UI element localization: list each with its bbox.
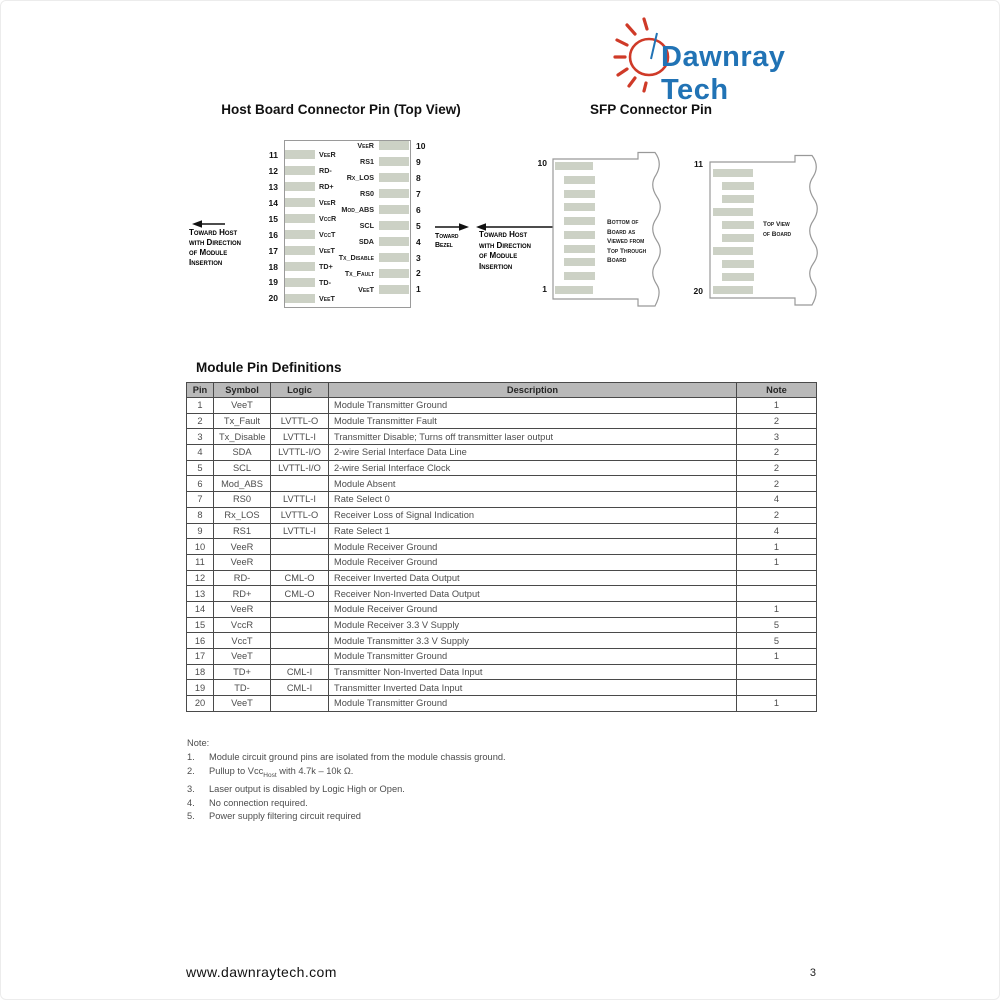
pin-pad — [722, 260, 754, 268]
table-cell: 2 — [187, 413, 214, 429]
pin-label: VccR — [319, 214, 337, 224]
note-item — [187, 783, 817, 797]
pin-pad — [379, 157, 409, 166]
table-cell: 8 — [187, 507, 214, 523]
table-cell: 1 — [187, 398, 214, 414]
pin-label: VeeT — [319, 246, 335, 256]
table-cell: VccT — [214, 633, 271, 649]
table-cell — [737, 586, 817, 602]
table-row — [187, 492, 817, 508]
pin-pad — [379, 285, 409, 294]
table-cell: CML-O — [271, 570, 329, 586]
footer-url: www.dawnraytech.com — [186, 964, 337, 980]
pin-label: VccT — [319, 230, 336, 240]
pin-definitions-table — [186, 382, 817, 712]
table-cell: 2 — [737, 460, 817, 476]
table-cell: Module Absent — [329, 476, 737, 492]
table-cell: Rx_LOS — [214, 507, 271, 523]
pin-number: 1 — [416, 284, 421, 295]
table-cell: Tx_Disable — [214, 429, 271, 445]
pin-pad — [564, 231, 595, 239]
table-cell: 1 — [737, 539, 817, 555]
table-row — [187, 539, 817, 555]
table-cell: Mod_ABS — [214, 476, 271, 492]
pin-pad — [722, 195, 754, 203]
pin-pad — [564, 203, 595, 211]
table-row — [187, 570, 817, 586]
pin-number: 18 — [268, 261, 278, 272]
pin-pad — [379, 221, 409, 230]
table-cell: TD+ — [214, 664, 271, 680]
pin-label: VeeR — [319, 150, 336, 160]
table-cell — [271, 617, 329, 633]
pin-pad — [722, 182, 754, 190]
pin-number: 8 — [416, 172, 421, 183]
pin-number: 14 — [268, 197, 278, 208]
table-row — [187, 507, 817, 523]
pin-number: 20 — [268, 293, 278, 304]
table-cell: 7 — [187, 492, 214, 508]
table-cell — [271, 476, 329, 492]
note-item — [187, 797, 817, 811]
table-cell — [271, 554, 329, 570]
board1-top-pin-number: 10 — [537, 158, 547, 168]
table-cell: 3 — [737, 429, 817, 445]
pin-label: Mod_ABS — [341, 205, 374, 215]
pin-pad — [379, 141, 409, 150]
host-diagram-title: Host Board Connector Pin (Top View) — [221, 102, 461, 117]
table-cell: 2 — [737, 445, 817, 461]
col-header-note: Note — [737, 383, 817, 398]
pin-pad — [713, 208, 753, 216]
table-cell: VccR — [214, 617, 271, 633]
table-row — [187, 460, 817, 476]
col-header-description: Description — [329, 383, 737, 398]
table-cell: LVTTL-I/O — [271, 460, 329, 476]
table-cell: 1 — [737, 696, 817, 712]
pin-pad — [722, 234, 754, 242]
table-cell: 9 — [187, 523, 214, 539]
table-cell: RD- — [214, 570, 271, 586]
note-text: No connection required. — [209, 797, 308, 808]
table-cell: Module Transmitter Ground — [329, 398, 737, 414]
table-cell: Module Receiver Ground — [329, 554, 737, 570]
pin-number: 19 — [268, 277, 278, 288]
table-cell: CML-I — [271, 680, 329, 696]
table-cell: Transmitter Inverted Data Input — [329, 680, 737, 696]
note-text: Power supply filtering circuit required — [209, 811, 361, 822]
table-cell: 1 — [737, 601, 817, 617]
pin-pad — [713, 286, 753, 294]
table-cell: LVTTL-O — [271, 413, 329, 429]
pin-number: 6 — [416, 204, 421, 215]
pin-label: Rx_LOS — [346, 173, 374, 183]
table-cell: 20 — [187, 696, 214, 712]
note-item — [187, 765, 817, 783]
table-cell: Rate Select 0 — [329, 492, 737, 508]
pin-pad — [564, 190, 595, 198]
table-cell: 17 — [187, 649, 214, 665]
pin-pad — [564, 176, 595, 184]
table-row — [187, 398, 817, 414]
pin-pad — [379, 269, 409, 278]
host-pin-row — [297, 218, 434, 234]
pin-pad — [564, 217, 595, 225]
table-cell: Module Transmitter 3.3 V Supply — [329, 633, 737, 649]
table-cell: TD- — [214, 680, 271, 696]
toward-bezel-arrow — [434, 222, 469, 232]
host-pin-row — [297, 250, 434, 266]
table-cell: RS0 — [214, 492, 271, 508]
note-text: Pullup to Vcc$_{Host}$ with 4.7k – 10k Ω. — [209, 765, 354, 779]
table-cell — [271, 649, 329, 665]
table-cell — [737, 570, 817, 586]
host-pin-row — [297, 202, 434, 218]
table-cell: 1 — [737, 649, 817, 665]
table-cell: VeeR — [214, 601, 271, 617]
table-cell: 15 — [187, 617, 214, 633]
pin-pad — [722, 221, 754, 229]
pin-pad — [555, 162, 593, 170]
pin-label: VeeR — [319, 198, 336, 208]
table-header-row — [187, 383, 817, 398]
note-number: 1. — [187, 752, 195, 762]
table-cell: Rate Select 1 — [329, 523, 737, 539]
note-item — [187, 751, 817, 765]
table-cell: Module Transmitter Ground — [329, 696, 737, 712]
pin-number: 5 — [416, 220, 421, 231]
table-cell: VeeR — [214, 554, 271, 570]
pin-number: 16 — [268, 229, 278, 240]
table-cell: 2-wire Serial Interface Data Line — [329, 445, 737, 461]
table-row — [187, 633, 817, 649]
table-cell: 6 — [187, 476, 214, 492]
table-row — [187, 429, 817, 445]
col-header-pin: Pin — [187, 383, 214, 398]
table-cell: Transmitter Non-Inverted Data Input — [329, 664, 737, 680]
table-cell — [271, 539, 329, 555]
table-row — [187, 617, 817, 633]
table-cell: RD+ — [214, 586, 271, 602]
toward-host-label: Toward Host with Direction of Module Insertion — [189, 228, 241, 267]
pin-number: 3 — [416, 252, 421, 263]
table-cell: Module Receiver 3.3 V Supply — [329, 617, 737, 633]
host-pin-row — [297, 281, 434, 297]
pin-label: RD+ — [319, 182, 334, 192]
table-cell: LVTTL-I — [271, 429, 329, 445]
note-number: 2. — [187, 765, 195, 776]
table-title: Module Pin Definitions — [196, 360, 342, 375]
pin-pad — [379, 205, 409, 214]
pin-number: 10 — [416, 140, 426, 151]
note-number: 3. — [187, 783, 195, 794]
pin-number: 11 — [269, 149, 278, 160]
pin-number: 15 — [268, 213, 278, 224]
col-header-symbol: Symbol — [214, 383, 271, 398]
table-cell: 3 — [187, 429, 214, 445]
note-text: Laser output is disabled by Logic High or Open. — [209, 783, 405, 794]
table-cell: 11 — [187, 554, 214, 570]
pin-pad — [555, 286, 593, 294]
notes-heading: Note: — [187, 738, 210, 748]
pin-label: VeeT — [319, 293, 335, 303]
pin-number: 13 — [268, 181, 278, 192]
pin-pad — [722, 273, 754, 281]
pin-label: Tx_Fault — [344, 268, 374, 278]
pin-label: TD- — [319, 277, 331, 287]
pin-pad — [713, 169, 753, 177]
pin-number: 17 — [268, 245, 278, 256]
table-cell: SDA — [214, 445, 271, 461]
pin-number: 4 — [416, 236, 421, 247]
note-number: 4. — [187, 797, 195, 808]
page-number: 3 — [809, 967, 816, 979]
pin-label: VeeR — [357, 141, 374, 151]
pin-label: VeeT — [358, 284, 374, 294]
pin-pad — [379, 253, 409, 262]
sfp-diagram-title: SFP Connector Pin — [589, 102, 712, 117]
table-row — [187, 696, 817, 712]
pin-pad — [379, 237, 409, 246]
board1-caption: Bottom of Board as Viewed from Top Through Board — [607, 219, 647, 265]
host-pin-row — [297, 266, 434, 282]
host-pin-row — [297, 154, 434, 170]
table-cell — [271, 696, 329, 712]
table-cell: CML-I — [271, 664, 329, 680]
table-cell: VeeT — [214, 398, 271, 414]
pin-number: 7 — [416, 188, 421, 199]
note-item — [187, 810, 817, 824]
logo — [613, 15, 853, 106]
notes-section — [187, 738, 817, 824]
pin-label: Tx_Disable — [338, 253, 374, 263]
note-text: Module circuit ground pins are isolated from the module chassis ground. — [209, 752, 506, 762]
host-pin-row — [297, 170, 434, 186]
table-cell: Tx_Fault — [214, 413, 271, 429]
table-cell: 2-wire Serial Interface Clock — [329, 460, 737, 476]
table-cell: Transmitter Disable; Turns off transmitter laser output — [329, 429, 737, 445]
table-cell: VeeT — [214, 696, 271, 712]
table-row — [187, 664, 817, 680]
toward-host-label-2: Toward Host with Direction of Module Insertion — [479, 230, 531, 271]
pin-pad — [564, 258, 595, 266]
board2-caption: Top View of Board — [763, 221, 792, 238]
table-cell: VeeR — [214, 539, 271, 555]
table-row — [187, 649, 817, 665]
pin-label: RS0 — [360, 189, 374, 199]
table-cell: 5 — [737, 617, 817, 633]
board1-bottom-pin-number: 1 — [542, 284, 547, 294]
table-cell: 12 — [187, 570, 214, 586]
host-pin-row — [297, 186, 434, 202]
table-row — [187, 601, 817, 617]
table-row — [187, 523, 817, 539]
table-cell: 2 — [737, 507, 817, 523]
table-cell: 1 — [737, 398, 817, 414]
pin-label: SDA — [358, 237, 374, 247]
host-pin-row — [297, 234, 434, 250]
note-number: 5. — [187, 811, 195, 822]
table-row — [187, 680, 817, 696]
table-row — [187, 476, 817, 492]
table-cell: 14 — [187, 601, 214, 617]
pin-pad — [379, 189, 409, 198]
board2-bottom-pin-number: 20 — [693, 286, 703, 296]
table-cell: Module Transmitter Fault — [329, 413, 737, 429]
table-cell: RS1 — [214, 523, 271, 539]
pin-number: 9 — [416, 156, 421, 167]
col-header-logic: Logic — [271, 383, 329, 398]
table-cell: 13 — [187, 586, 214, 602]
table-cell: 10 — [187, 539, 214, 555]
pin-number: 2 — [416, 268, 421, 279]
board2-top-pin-number: 11 — [694, 159, 703, 169]
pin-label: RD- — [319, 166, 332, 176]
table-cell: Module Receiver Ground — [329, 539, 737, 555]
table-cell: Module Transmitter Ground — [329, 649, 737, 665]
table-cell — [271, 601, 329, 617]
table-cell: 19 — [187, 680, 214, 696]
table-cell: Receiver Non-Inverted Data Output — [329, 586, 737, 602]
table-row — [187, 586, 817, 602]
table-cell: LVTTL-I — [271, 492, 329, 508]
table-cell: 1 — [737, 554, 817, 570]
table-cell: 4 — [737, 492, 817, 508]
table-row — [187, 554, 817, 570]
table-cell — [737, 664, 817, 680]
table-row — [187, 445, 817, 461]
table-cell: Receiver Inverted Data Output — [329, 570, 737, 586]
table-cell: VeeT — [214, 649, 271, 665]
table-cell: LVTTL-I — [271, 523, 329, 539]
table-cell: 16 — [187, 633, 214, 649]
pin-label: SCL — [359, 221, 374, 231]
table-cell: CML-O — [271, 586, 329, 602]
table-cell: 5 — [737, 633, 817, 649]
table-cell: Module Receiver Ground — [329, 601, 737, 617]
table-cell: 5 — [187, 460, 214, 476]
table-cell — [271, 398, 329, 414]
table-cell: LVTTL-I/O — [271, 445, 329, 461]
table-cell: 18 — [187, 664, 214, 680]
table-cell: 2 — [737, 476, 817, 492]
pin-number: 12 — [268, 165, 278, 176]
pin-pad — [379, 173, 409, 182]
table-row — [187, 413, 817, 429]
host-right-pins — [297, 138, 434, 297]
host-pin-row — [297, 138, 434, 154]
brand-name: Dawnray Tech — [661, 41, 786, 106]
table-cell — [271, 633, 329, 649]
pin-pad — [564, 272, 595, 280]
pin-label: TD+ — [319, 262, 333, 272]
table-cell — [737, 680, 817, 696]
toward-bezel-label: Toward Bezel — [435, 233, 459, 249]
pin-label: RS1 — [360, 157, 374, 167]
pin-pad — [564, 245, 595, 253]
table-cell: 4 — [737, 523, 817, 539]
table-cell: 4 — [187, 445, 214, 461]
table-cell: LVTTL-O — [271, 507, 329, 523]
table-cell: 2 — [737, 413, 817, 429]
pin-pad — [713, 247, 753, 255]
table-cell: Receiver Loss of Signal Indication — [329, 507, 737, 523]
table-cell: SCL — [214, 460, 271, 476]
